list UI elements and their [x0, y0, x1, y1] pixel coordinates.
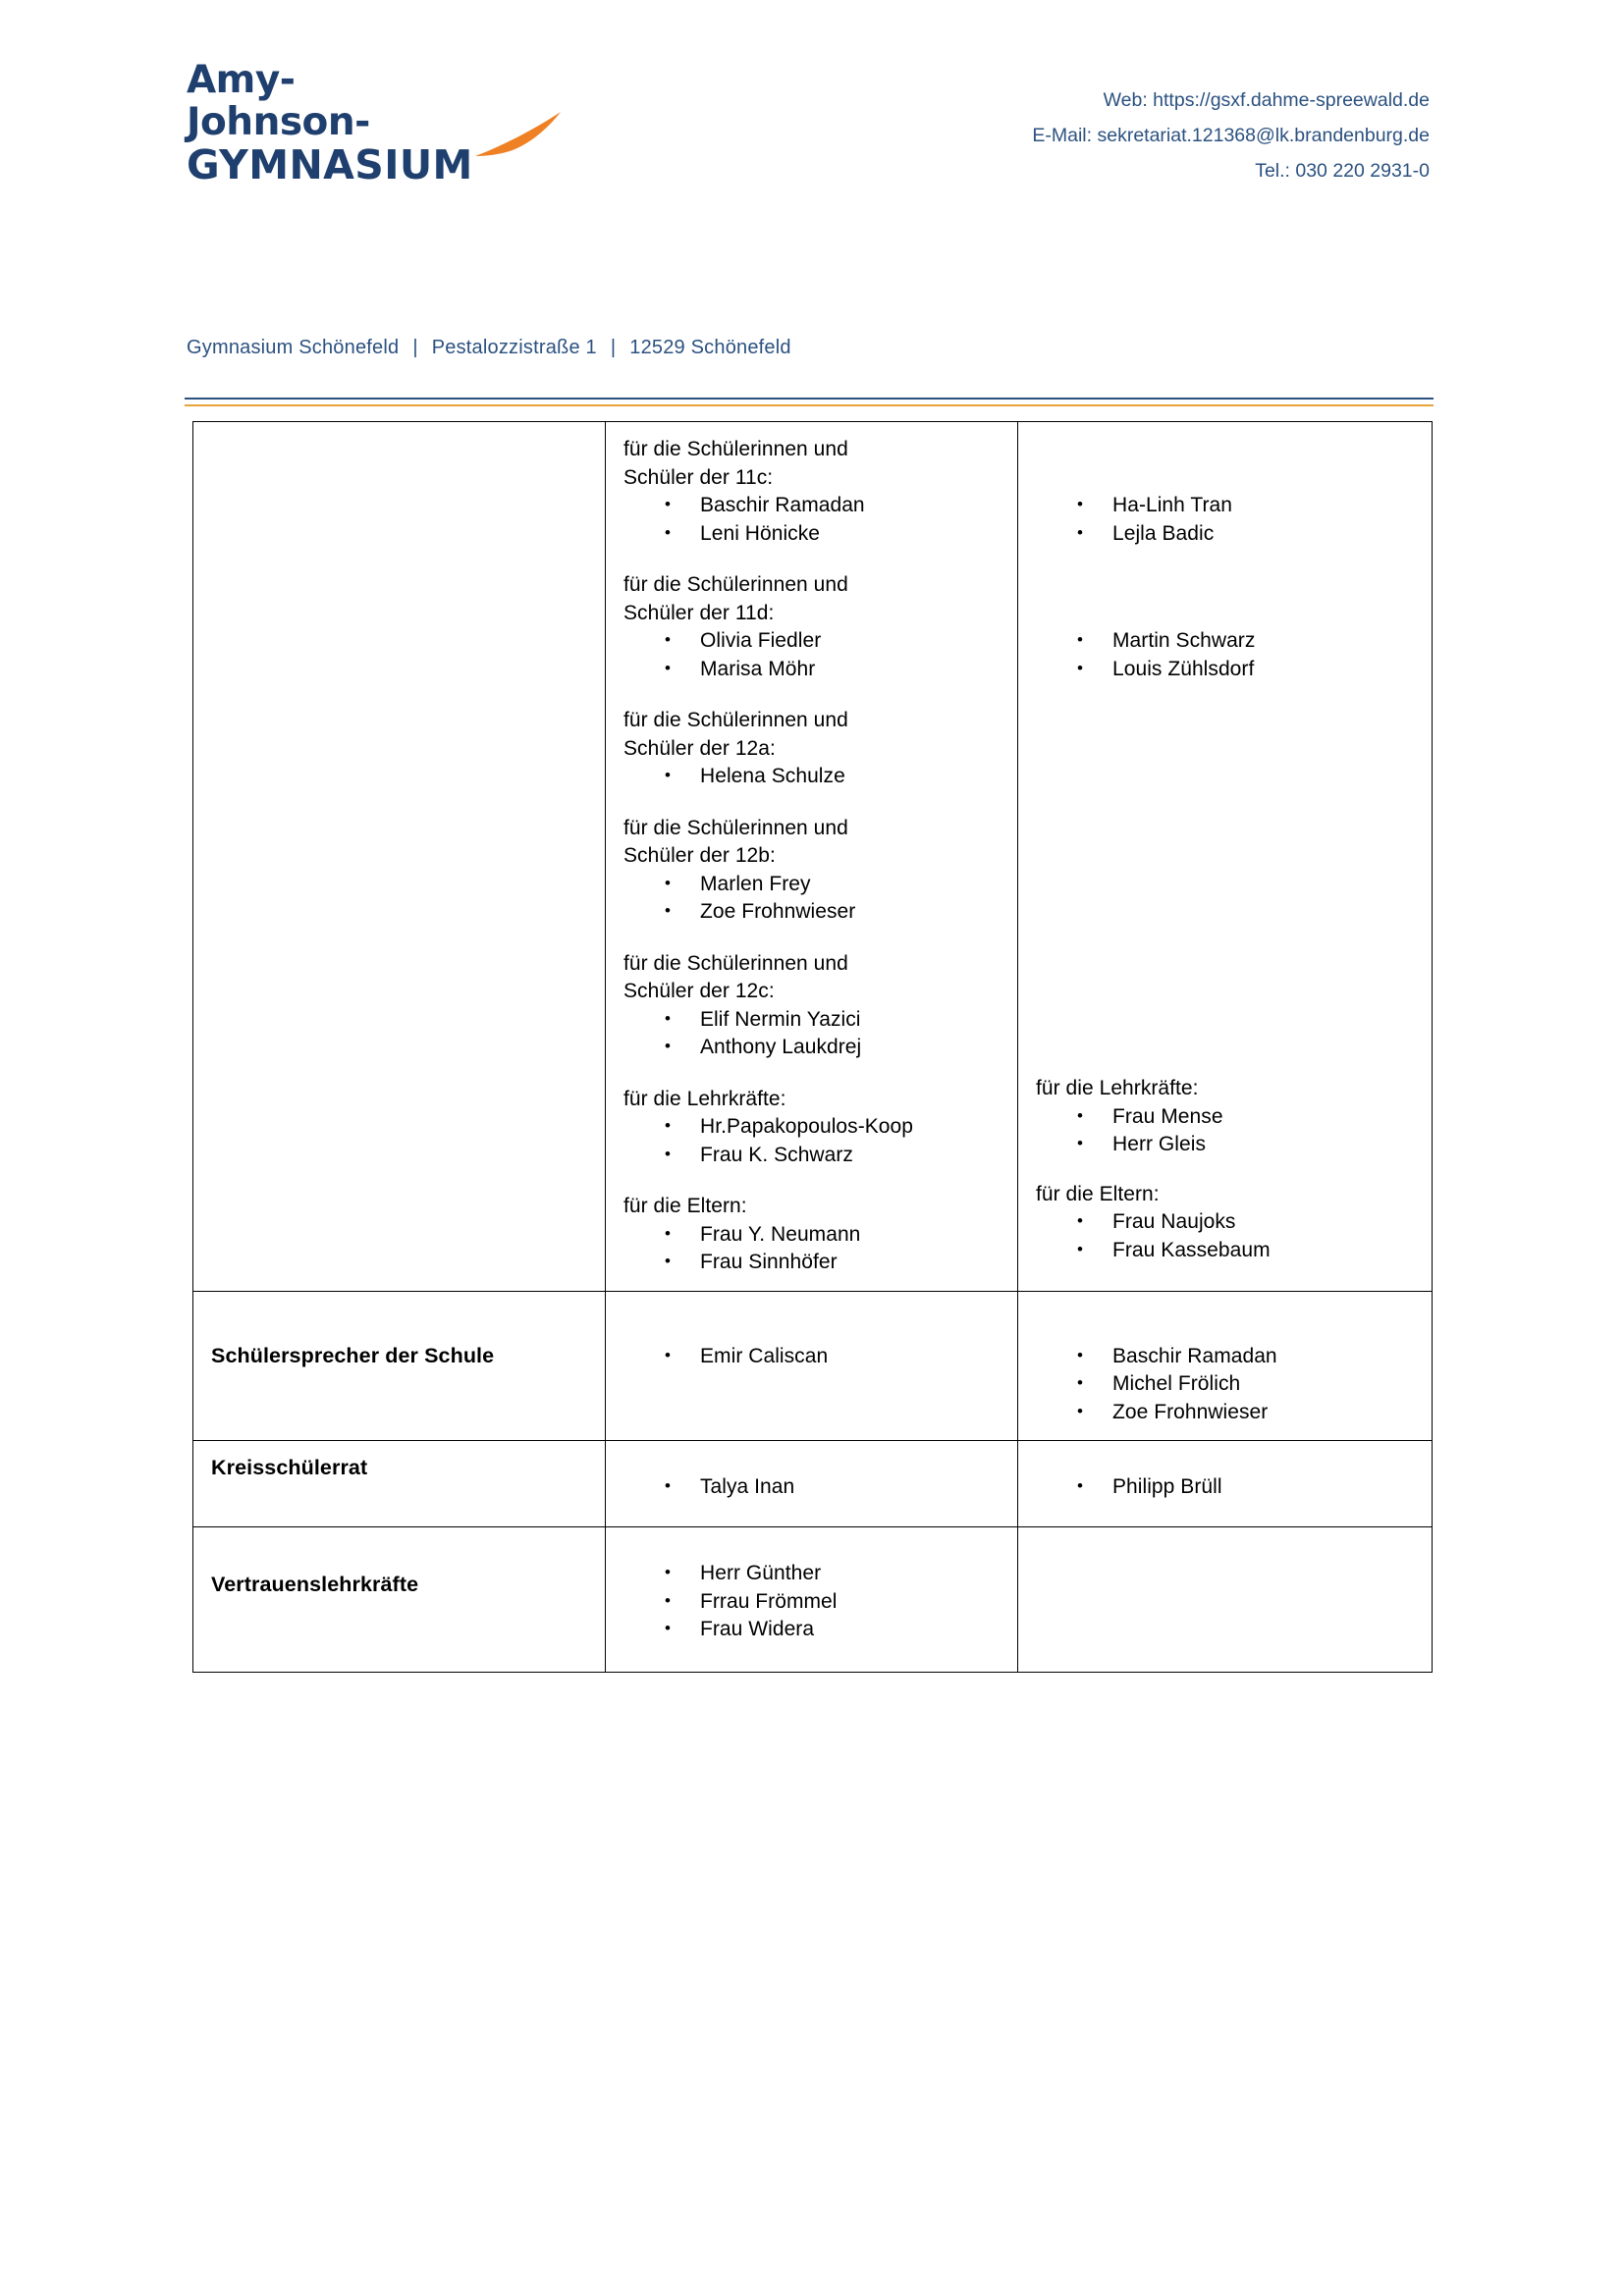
list-item: • Emir Caliscan [623, 1343, 1001, 1371]
group-heading-parents-deputy: für die Eltern: [1036, 1182, 1160, 1205]
list-item: • Frau Mense [1036, 1103, 1416, 1132]
cell-representatives-deputy [1018, 1527, 1433, 1673]
list-11c [623, 492, 1001, 548]
role-label: Schülersprecher der Schule [211, 1343, 495, 1367]
cell-representatives-primary [606, 1441, 1018, 1527]
cell-role-label [193, 1441, 606, 1527]
group-heading-11c-l1: für die Schülerinnen und [623, 438, 848, 460]
list-item: • Louis Zühlsdorf [1036, 656, 1416, 684]
contact-phone: Tel.: 030 220 2931-0 [1255, 160, 1430, 182]
list-vertrauen-primary [623, 1560, 1001, 1644]
list-item: • Marisa Möhr [623, 656, 1001, 684]
address-school: Gymnasium Schönefeld [187, 337, 400, 358]
list-item: • Talya Inan [623, 1473, 1001, 1502]
list-item: • Anthony Laukdrej [623, 1034, 1001, 1062]
list-12b [623, 871, 1001, 927]
list-item: • Olivia Fiedler [623, 627, 1001, 656]
list-11c-deputy [1036, 492, 1416, 548]
letterhead-header [0, 58, 1624, 358]
divider-orange [185, 404, 1434, 406]
list-item: • Frau Widera [623, 1616, 1001, 1644]
list-item: • Elif Nermin Yazici [623, 1006, 1001, 1035]
list-item: • Leni Hönicke [623, 520, 1001, 549]
list-item: • Marlen Frey [623, 871, 1001, 899]
address-street: Pestalozzistraße 1 [431, 337, 597, 358]
list-item: • Herr Gleis [1036, 1131, 1416, 1159]
list-parents [623, 1221, 1001, 1277]
list-item: • Lejla Badic [1036, 520, 1416, 549]
address-city: 12529 Schönefeld [629, 337, 791, 358]
address-separator-1: | [412, 337, 418, 358]
logo-line-johnson: Johnson- [187, 100, 370, 144]
group-heading-11d-l2: Schüler der 11d: [623, 601, 775, 624]
list-item: • Herr Günther [623, 1560, 1001, 1588]
contact-email: E-Mail: sekretariat.121368@lk.brandenburg.de [1032, 125, 1430, 146]
group-heading-12c-l2: Schüler der 12c: [623, 980, 775, 1002]
list-item: • Frau Kassebaum [1036, 1237, 1416, 1265]
cell-representatives-deputy [1018, 1291, 1433, 1441]
cell-role-label [193, 1527, 606, 1673]
list-11d-deputy [1036, 627, 1416, 683]
cell-role-label [193, 1291, 606, 1441]
list-item: • Ha-Linh Tran [1036, 492, 1416, 520]
cell-representatives-deputy [1018, 422, 1433, 1292]
table-row [193, 1527, 1433, 1673]
school-logo [187, 59, 599, 196]
list-parents-deputy [1036, 1208, 1416, 1264]
group-heading-11d-l1: für die Schülerinnen und [623, 573, 848, 596]
list-item: • Hr.Papakopoulos-Koop [623, 1113, 1001, 1142]
group-heading-12b-l2: Schüler der 12b: [623, 844, 776, 867]
logo-line-gymnasium: GYMNASIUM [187, 141, 473, 188]
logo-line-amy: Amy- [187, 58, 296, 102]
group-heading-12a-l1: für die Schülerinnen und [623, 709, 848, 731]
list-item: • Baschir Ramadan [1036, 1343, 1416, 1371]
list-item: • Baschir Ramadan [623, 492, 1001, 520]
group-heading-11c-l2: Schüler der 11c: [623, 465, 774, 489]
list-11d [623, 627, 1001, 683]
list-sprecher-deputy [1036, 1343, 1416, 1427]
swoosh-icon [450, 110, 568, 164]
contact-web: Web: https://gsxf.dahme-spreewald.de [1103, 89, 1430, 111]
role-label: Kreisschülerrat [211, 1456, 368, 1479]
list-item: • Frau Naujoks [1036, 1208, 1416, 1237]
address-line [187, 337, 791, 359]
divider-blue [185, 398, 1434, 400]
list-teachers-deputy [1036, 1103, 1416, 1159]
table-row [193, 1291, 1433, 1441]
list-teachers [623, 1113, 1001, 1169]
cell-representatives-deputy [1018, 1441, 1433, 1527]
cell-representatives-primary [606, 1291, 1018, 1441]
address-separator-2: | [610, 337, 617, 358]
table-row [193, 422, 1433, 1292]
list-item: • Frau Sinnhöfer [623, 1249, 1001, 1277]
representatives-table [192, 421, 1433, 1673]
group-heading-parents: für die Eltern: [623, 1195, 747, 1217]
group-heading-12b-l1: für die Schülerinnen und [623, 816, 848, 839]
role-label: Vertrauenslehrkräfte [211, 1573, 419, 1596]
cell-role-label [193, 422, 606, 1292]
list-item: • Zoe Frohnwieser [623, 898, 1001, 927]
cell-representatives-primary [606, 422, 1018, 1292]
list-kreis-primary [623, 1473, 1001, 1502]
group-heading-12c-l1: für die Schülerinnen und [623, 951, 848, 975]
list-item: • Martin Schwarz [1036, 627, 1416, 656]
group-heading-teachers-deputy: für die Lehrkräfte: [1036, 1077, 1199, 1099]
list-item: • Frau Y. Neumann [623, 1221, 1001, 1250]
contact-block [1032, 82, 1430, 188]
list-item: • Zoe Frohnwieser [1036, 1399, 1416, 1427]
list-item: • Frrau Frömmel [623, 1588, 1001, 1617]
list-item: • Helena Schulze [623, 763, 1001, 791]
group-heading-teachers: für die Lehrkräfte: [623, 1087, 786, 1110]
list-sprecher-primary [623, 1343, 1001, 1371]
list-12a [623, 763, 1001, 791]
list-item: • Frau K. Schwarz [623, 1142, 1001, 1170]
list-12c [623, 1006, 1001, 1062]
group-heading-12a-l2: Schüler der 12a: [623, 736, 776, 760]
list-item: • Philipp Brüll [1036, 1473, 1416, 1502]
cell-representatives-primary [606, 1527, 1018, 1673]
list-kreis-deputy [1036, 1473, 1416, 1502]
list-item: • Michel Frölich [1036, 1370, 1416, 1399]
table-row [193, 1441, 1433, 1527]
